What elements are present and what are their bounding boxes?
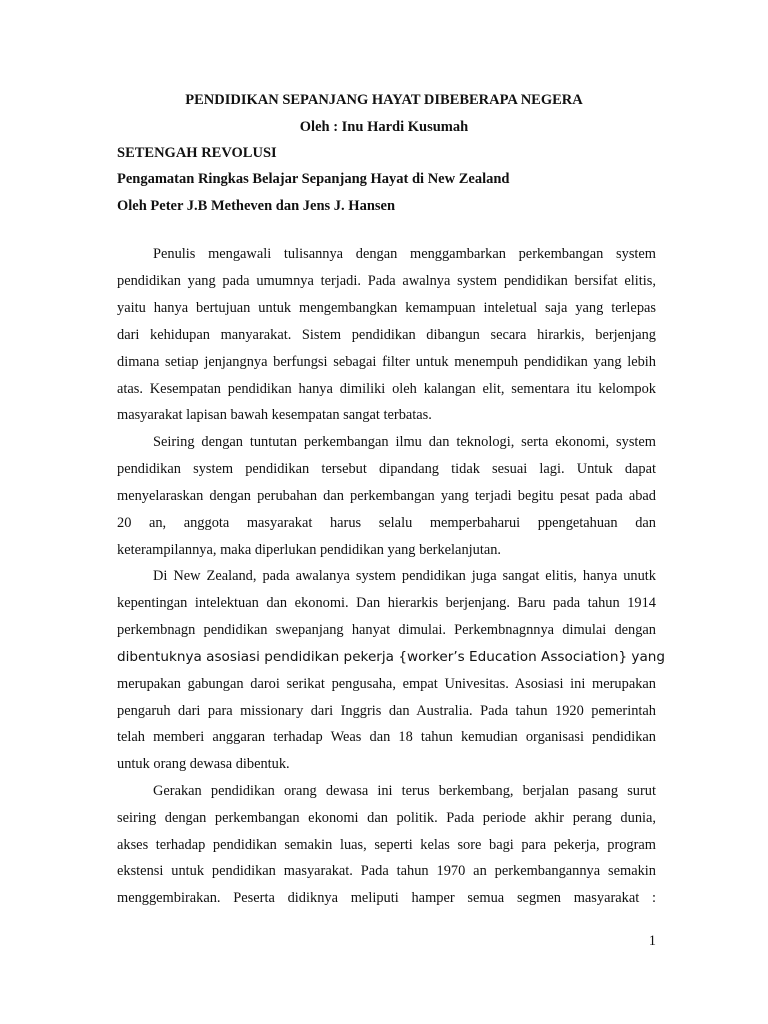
body-line: pengaruh dari para missionary dari Inggris dan Australia. Pada tahun 1920 pemerintah <box>117 703 656 719</box>
body-line: Di New Zealand, pada awalanya system pendidikan juga sangat elitis, hanya unutk <box>153 568 656 584</box>
body-line: menyelaraskan dengan perubahan dan perkembangan yang terjadi begitu pesat pada abad <box>117 488 656 504</box>
body-line: Gerakan pendidikan orang dewasa ini terus berkembang, berjalan pasang surut <box>153 783 656 799</box>
body-line: seiring dengan perkembangan ekonomi dan politik. Pada periode akhir perang dunia, <box>117 810 656 826</box>
body-line: Seiring dengan tuntutan perkembangan ilmu dan teknologi, serta ekonomi, system <box>153 434 656 450</box>
author-line: Oleh : Inu Hardi Kusumah <box>299 119 469 135</box>
body-line: keterampilannya, maka diperlukan pendidikan yang berkelanjutan. <box>117 542 502 558</box>
body-line: merupakan gabungan daroi serikat pengusaha, empat Univesitas. Asosiasi ini merupakan <box>117 676 656 692</box>
body-line: yaitu hanya bertujuan untuk mengembangkan kemampuan inteletual saja yang terlepas <box>117 300 656 316</box>
body-line: dimana setiap jenjangnya berfungsi sebagai filter untuk menempuh pendidikan yang lebih <box>117 354 656 370</box>
body-line: untuk orang dewasa dibentuk. <box>117 756 290 772</box>
document-title: PENDIDIKAN SEPANJANG HAYAT DIBEBERAPA NEGERA <box>185 92 583 108</box>
body-line: akses terhadap pendidikan semakin luas, seperti kelas sore bagi para pekerja, program <box>117 837 656 853</box>
body-line: masyarakat lapisan bawah kesempatan sangat terbatas. <box>117 407 432 423</box>
body-line: Penulis mengawali tulisannya dengan menggambarkan perkembangan system <box>153 246 656 262</box>
body-line: dari kehidupan manyarakat. Sistem pendidikan dibangun secara hirarkis, berjenjang <box>117 327 656 343</box>
body-line: telah memberi anggaran terhadap Weas dan 18 tahun kemudian organisasi pendidikan <box>117 729 656 745</box>
body-line: kepentingan intelektuan dan ekonomi. Dan hierarkis berjenjang. Baru pada tahun 1914 <box>117 595 656 611</box>
body-line: 20 an, anggota masyarakat harus selalu memperbaharui ppengetahuan dan <box>117 515 656 531</box>
body-line: atas. Kesempatan pendidikan hanya dimiliki oleh kalangan elit, sementara itu kelompok <box>117 381 656 397</box>
section-heading: SETENGAH REVOLUSI <box>117 145 277 161</box>
article-authors: Oleh Peter J.B Metheven dan Jens J. Hansen <box>117 198 396 214</box>
body-line: perkembnagn pendidikan swepanjang hanyat dimulai. Perkembnagnnya dimulai dengan <box>117 622 656 638</box>
body-line: pendidikan system pendidikan tersebut dipandang tidak sesuai lagi. Untuk dapat <box>117 461 656 477</box>
body-line: dibentuknya asosiasi pendidikan pekerja {worker’s Education Association} yang <box>117 649 666 665</box>
body-line: menggembirakan. Peserta didiknya meliputi hamper semua segmen masyarakat : <box>117 890 656 906</box>
body-line: pendidikan yang pada umumnya terjadi. Pada awalnya system pendidikan bersifat elitis, <box>117 273 656 289</box>
page-number: 1 <box>648 933 656 949</box>
article-subtitle: Pengamatan Ringkas Belajar Sepanjang Hayat di New Zealand <box>117 171 510 187</box>
body-line: ekstensi untuk pendidikan masyarakat. Pada tahun 1970 an perkembangannya semakin <box>117 863 656 879</box>
